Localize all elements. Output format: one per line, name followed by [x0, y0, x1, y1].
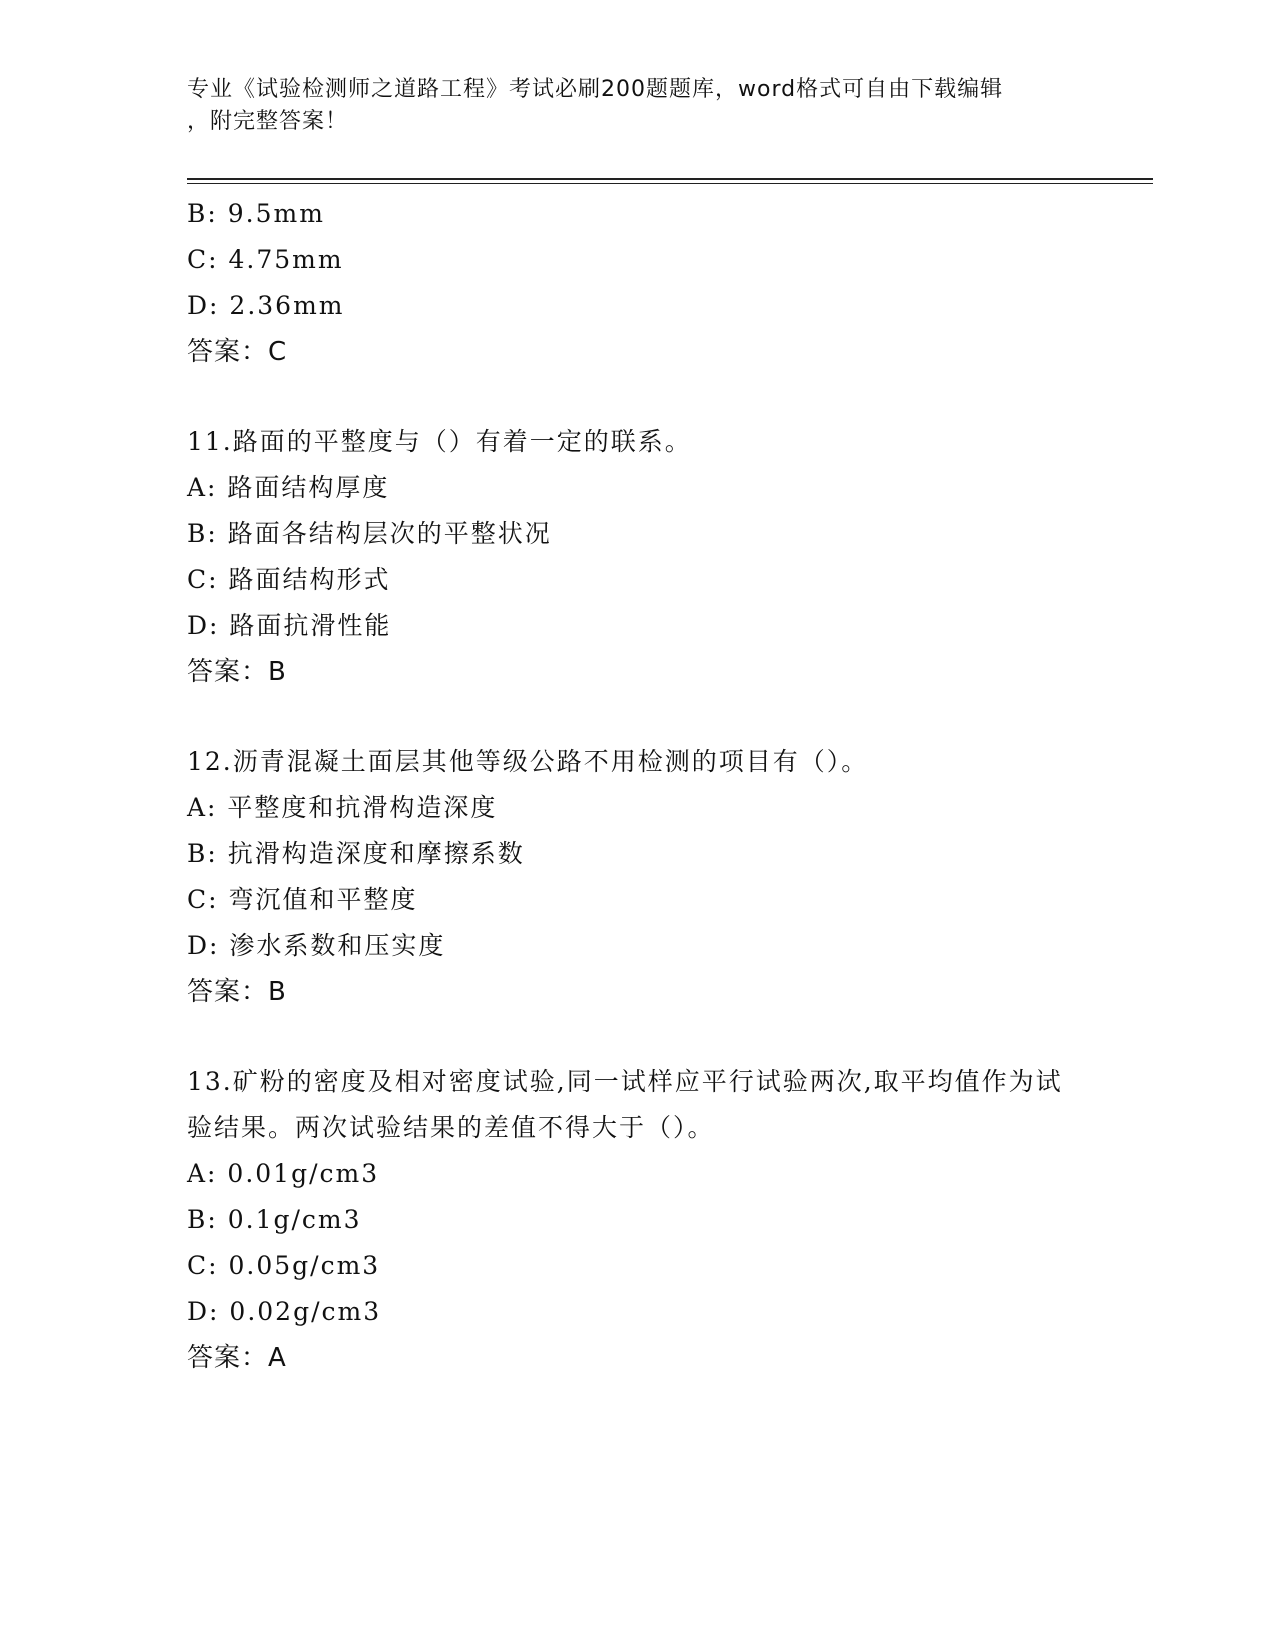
answer-line: 答案：C	[187, 337, 288, 367]
option-a: A: 路面结构厚度	[187, 473, 390, 502]
option-d: D: 2.36mm	[187, 291, 345, 320]
header-rule-thin	[187, 183, 1153, 184]
question-stem: 13.矿粉的密度及相对密度试验,同一试样应平行试验两次,取平均值作为试验结果。两次试验结果的差值不得大于（）。	[187, 1067, 1063, 1142]
option-b: B: 路面各结构层次的平整状况	[187, 519, 552, 548]
option-c: C: 4.75mm	[187, 245, 344, 274]
question-stem: 11.路面的平整度与（）有着一定的联系。	[187, 427, 692, 456]
header-title-line: 专业《试验检测师之道路工程》考试必刷200题题库，word格式可自由下载编辑	[187, 77, 1004, 102]
option-b: B: 0.1g/cm3	[187, 1205, 362, 1234]
option-c: C: 路面结构形式	[187, 565, 391, 594]
option-c: C: 弯沉值和平整度	[187, 885, 418, 914]
answer-line: 答案：B	[187, 977, 287, 1007]
option-d: D: 0.02g/cm3	[187, 1297, 382, 1326]
question-13	[187, 1059, 1087, 1381]
question-12	[187, 739, 1087, 1015]
answer-line: 答案：B	[187, 657, 287, 687]
option-b: B: 抗滑构造深度和摩擦系数	[187, 839, 525, 868]
option-d: D: 渗水系数和压实度	[187, 931, 446, 960]
question-10-continued	[187, 191, 1087, 375]
header-title-line-continued: ，附完整答案！	[187, 109, 349, 134]
question-stem: 12.沥青混凝土面层其他等级公路不用检测的项目有（）。	[187, 747, 869, 776]
question-list	[187, 191, 1087, 1381]
option-d: D: 路面抗滑性能	[187, 611, 392, 640]
option-b: B: 9.5mm	[187, 199, 325, 228]
question-11	[187, 419, 1087, 695]
header-rule-thick	[187, 178, 1153, 180]
option-a: A: 0.01g/cm3	[187, 1159, 380, 1188]
answer-line: 答案：A	[187, 1343, 287, 1373]
document-header	[187, 74, 1087, 138]
option-c: C: 0.05g/cm3	[187, 1251, 381, 1280]
option-a: A: 平整度和抗滑构造深度	[187, 793, 498, 822]
